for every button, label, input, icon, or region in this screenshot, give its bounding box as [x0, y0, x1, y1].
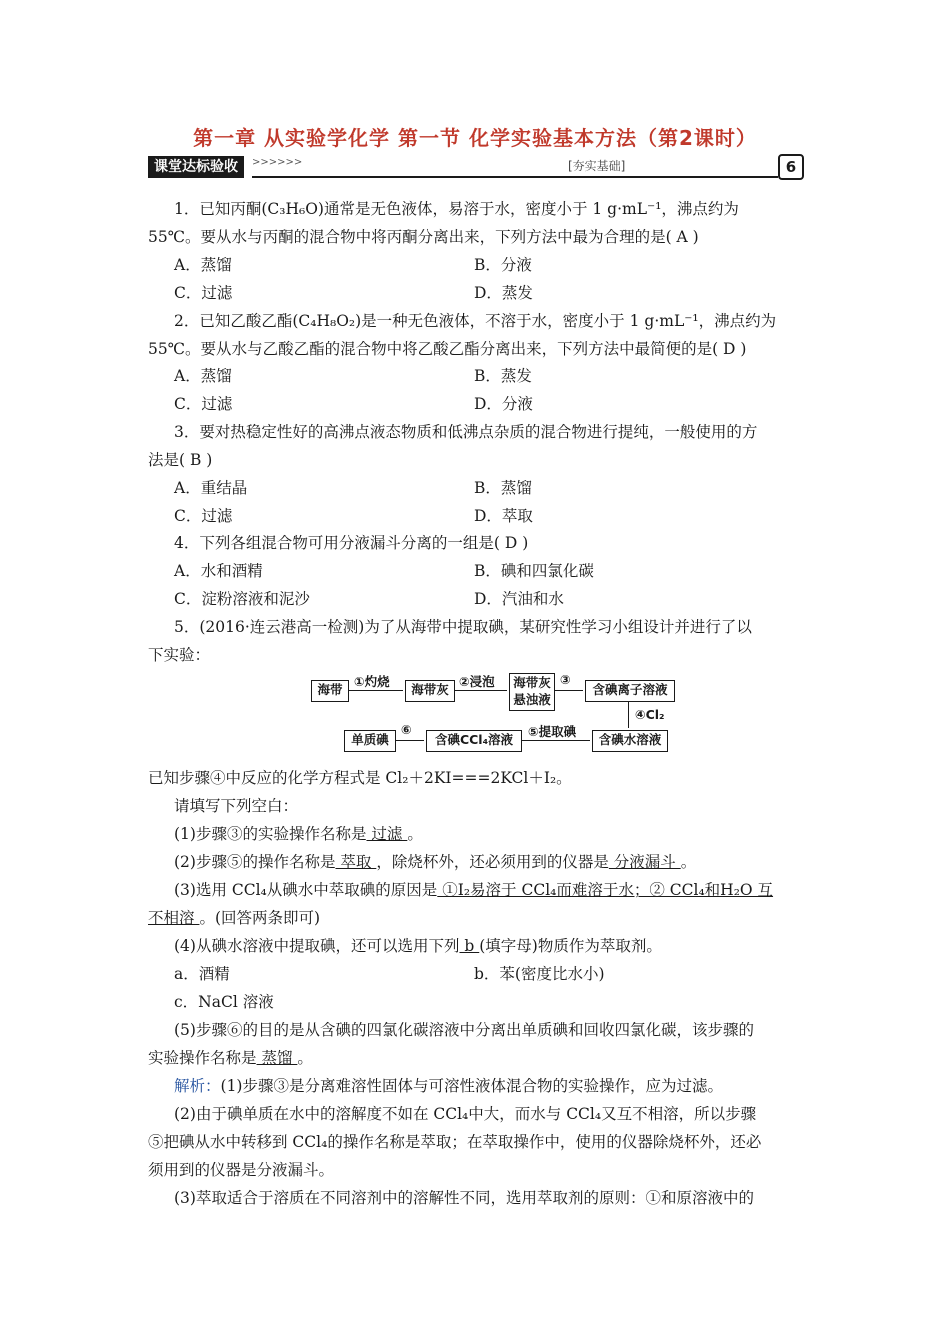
q5-sub1-text: (1)步骤③的实验操作名称是 [174, 825, 367, 843]
q2-stem-line2: 55℃。要从水与乙酸乙酯的混合物中将乙酸乙酯分离出来，下列方法中最简便的是( D ) [148, 340, 747, 358]
banner-rule [252, 176, 778, 178]
analysis-text1: (1)步骤③是分离难溶性固体与可溶性液体混合物的实验操作，应为过滤。 [220, 1077, 723, 1095]
analysis-line4: 须用到的仪器是分液漏斗。 [148, 1161, 335, 1179]
analysis-label: 解析： [174, 1077, 221, 1095]
arrow-6 [396, 740, 424, 741]
banner-arrows: >>>>>> [252, 157, 303, 168]
q5-sub4 [174, 934, 662, 956]
q5-sub3-line2 [148, 906, 320, 928]
q5-stem-line2: 下实验： [148, 646, 211, 664]
banner-label: 课堂达标验收 [148, 156, 244, 178]
q5-sub5-line1: (5)步骤⑥的目的是从含碘的四氯化碳溶液中分离出单质碘和回收四氯化碳，该步骤的 [174, 1021, 754, 1039]
arrow-3 [555, 690, 583, 691]
q5-sub3-text: (3)选用 CCl₄从碘水中萃取碘的原因是 [174, 881, 438, 899]
arrow-4 [628, 702, 629, 728]
q5-sub5-end: 。 [297, 1049, 313, 1067]
analysis-line3: ⑤把碘从水中转移到 CCl₄的操作名称是萃取；在萃取操作中，使用的仪器除烧杯外，还必 [148, 1133, 762, 1151]
q5-sub1-end: 。 [407, 825, 423, 843]
q5-sub2 [174, 850, 696, 872]
q5-sub5-text: 实验操作名称是 [148, 1049, 257, 1067]
q2-option-c: C．过滤 [174, 395, 233, 413]
q1-option-b: B．分液 [474, 256, 532, 274]
q1-stem-line2: 55℃。要从水与丙酮的混合物中将丙酮分离出来，下列方法中最为合理的是( A ) [148, 228, 699, 246]
page-title: 第一章 从实验学化学 第一节 化学实验基本方法（第2课时） [193, 126, 757, 150]
edge-label-4: ④Cl₂ [635, 707, 665, 722]
q2-stem-line1: 2．已知乙酸乙酯(C₄H₈O₂)是一种无色液体，不溶于水，密度小于 1 g·mL⁻¹，沸点约为 [174, 312, 777, 330]
q4-option-a: A．水和酒精 [174, 562, 263, 580]
edge-label-5: ⑤提取碘 [528, 724, 577, 739]
banner-number: 6 [778, 154, 804, 180]
edge-label-1: ①灼烧 [354, 674, 390, 689]
q5-sub3-answer2: 不相溶 [148, 909, 200, 927]
banner-subtitle: [夯实基础] [568, 159, 626, 173]
q2-option-d: D．分液 [474, 395, 533, 413]
q2-option-b: B．蒸发 [474, 367, 532, 385]
q2-option-a: A．蒸馏 [174, 367, 232, 385]
arrow-2 [455, 690, 507, 691]
q3-option-c: C．过滤 [174, 507, 233, 525]
arrow-1 [349, 690, 403, 691]
q1-option-a: A．蒸馏 [174, 256, 232, 274]
analysis-line5: (3)萃取适合于溶质在不同溶剂中的溶解性不同，选用萃取剂的原则：①和原溶液中的 [174, 1189, 754, 1207]
q5-sub2-text: (2)步骤⑤的操作名称是 [174, 853, 336, 871]
q5-equation: 已知步骤④中反应的化学方程式是 Cl₂＋2KI===2KCl＋I₂。 [148, 769, 572, 787]
q3-option-a: A．重结晶 [174, 479, 248, 497]
q5-sub4-option-a: a．酒精 [174, 965, 230, 983]
q1-option-c: C．过滤 [174, 284, 233, 302]
q5-sub5-line2 [148, 1046, 313, 1068]
analysis-line1 [174, 1074, 723, 1096]
edge-label-3: ③ [560, 672, 571, 687]
edge-label-2: ②浸泡 [459, 674, 495, 689]
q3-option-b: B．蒸馏 [474, 479, 532, 497]
arrow-5 [522, 740, 590, 741]
edge-label-6: ⑥ [401, 722, 412, 737]
node-seaweed-ash: 海带灰 [405, 680, 455, 702]
q5-sub2-end: 。 [680, 853, 697, 871]
q1-stem-line1: 1．已知丙酮(C₃H₆O)通常是无色液体，易溶于水，密度小于 1 g·mL⁻¹，沸点约为 [174, 200, 739, 218]
q5-sub2-answer2: 分液漏斗 [608, 853, 681, 871]
q5-sub3-answer1: ①I₂易溶于 CCl₄而难溶于水；② CCl₄和H₂O 互 [437, 881, 774, 899]
q4-option-b: B．碘和四氯化碳 [474, 562, 594, 580]
node-suspension-line2: 悬浊液 [513, 692, 551, 707]
q3-option-d: D．萃取 [474, 507, 533, 525]
q5-sub4-answer: b [459, 937, 480, 955]
node-iodide-solution: 含碘离子溶液 [585, 680, 675, 702]
q4-option-c: C．淀粉溶液和泥沙 [174, 590, 310, 608]
node-iodine-water: 含碘水溶液 [592, 730, 668, 752]
q5-sub4-option-b: b．苯(密度比水小) [474, 965, 605, 983]
q5-sub4-end: (填字母)物质作为萃取剂。 [479, 937, 662, 955]
q5-sub2-mid: ，除烧杯外，还必须用到的仪器是 [376, 853, 609, 871]
section-banner [148, 156, 804, 180]
q3-stem-line1: 3．要对热稳定性好的高沸点液态物质和低沸点杂质的混合物进行提纯，一般使用的方 [174, 423, 758, 441]
q5-stem-line1: 5．(2016·连云港高一检测)为了从海带中提取碘，某研究性学习小组设计并进行了以 [174, 618, 752, 636]
q5-sub3-line1 [174, 878, 773, 900]
q5-sub1 [174, 822, 423, 844]
q5-sub3-end: 。(回答两条即可) [199, 909, 321, 927]
q4-option-d: D．汽油和水 [474, 590, 564, 608]
q5-sub2-answer1: 萃取 [335, 853, 377, 871]
q4-stem: 4．下列各组混合物可用分液漏斗分离的一组是( D ) [174, 534, 529, 552]
q5-sub5-answer: 蒸馏 [256, 1049, 298, 1067]
q5-sub4-text: (4)从碘水溶液中提取碘，还可以选用下列 [174, 937, 460, 955]
node-suspension-line1: 海带灰 [513, 675, 551, 690]
analysis-line2: (2)由于碘单质在水中的溶解度不如在 CCl₄中大，而水与 CCl₄又互不相溶，所以步骤 [174, 1105, 757, 1123]
q3-stem-line2: 法是( B ) [148, 451, 213, 469]
q1-option-d: D．蒸发 [474, 284, 533, 302]
node-suspension [509, 673, 555, 711]
q5-sub4-option-c: c．NaCl 溶液 [174, 993, 274, 1011]
node-iodine: 单质碘 [344, 730, 396, 752]
q5-sub1-answer: 过滤 [366, 825, 408, 843]
q5-fill-prompt: 请填写下列空白： [174, 797, 299, 815]
node-seaweed: 海带 [311, 680, 349, 702]
node-ccl4-solution: 含碘CCl₄溶液 [426, 730, 522, 752]
